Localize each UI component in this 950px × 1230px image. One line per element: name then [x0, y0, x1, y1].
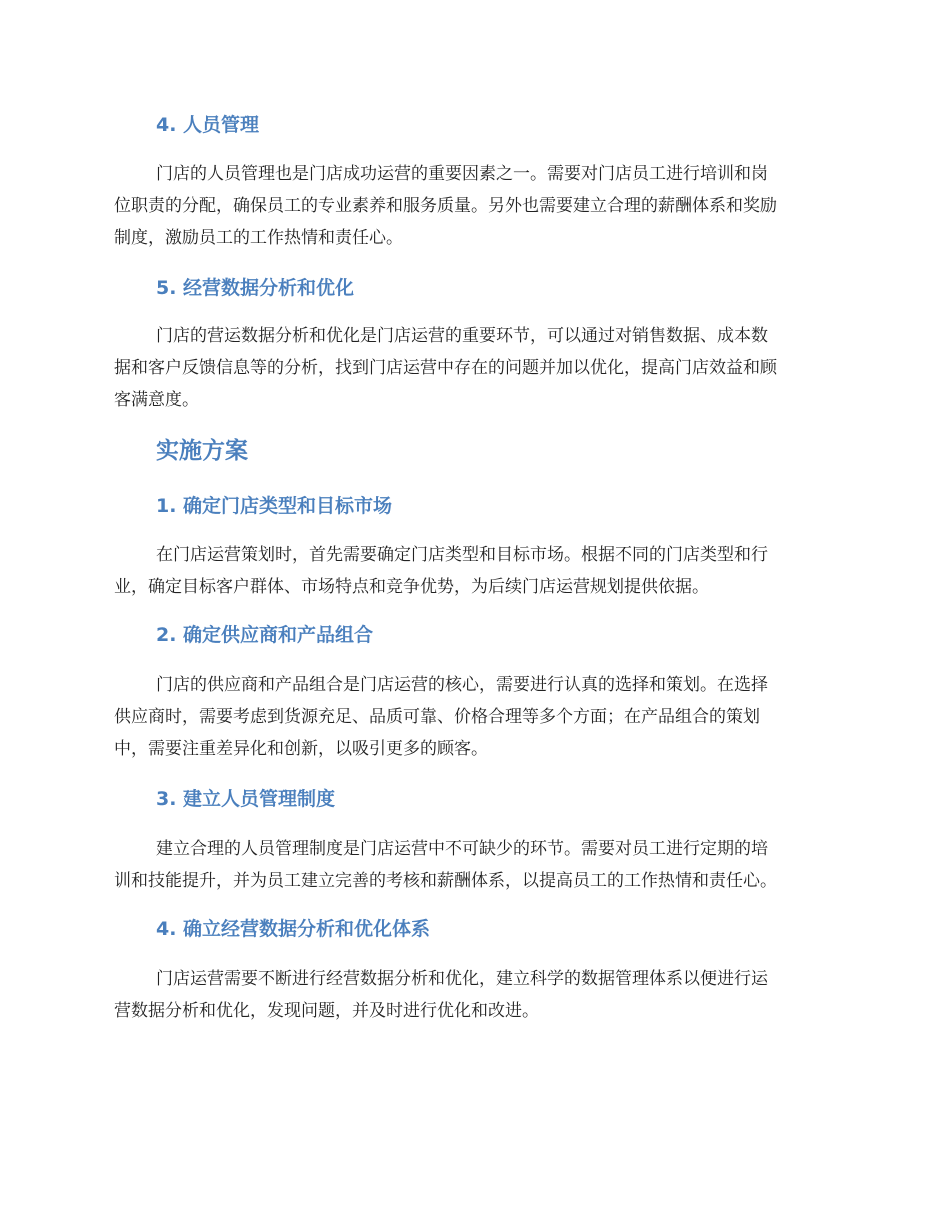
paragraph-line: 供应商时，需要考虑到货源充足、品质可靠、价格合理等多个方面；在产品组合的策划 [114, 707, 760, 727]
paragraph-line: 建立合理的人员管理制度是门店运营中不可缺少的环节。需要对员工进行定期的培 [156, 839, 768, 859]
implementation-heading-data-system: 4. 确立经营数据分析和优化体系 [156, 918, 431, 940]
paragraph-line: 制度，激励员工的工作热情和责任心。 [114, 228, 403, 248]
section-paragraph-personnel [114, 158, 840, 254]
paragraph-line: 门店的供应商和产品组合是门店运营的核心，需要进行认真的选择和策划。在选择 [156, 675, 768, 695]
paragraph-line: 门店的营运数据分析和优化是门店运营的重要环节，可以通过对销售数据、成本数 [156, 326, 768, 346]
implementation-heading-store-type: 1. 确定门店类型和目标市场 [156, 495, 393, 517]
paragraph-line: 门店的人员管理也是门店成功运营的重要因素之一。需要对门店员工进行培训和岗 [156, 164, 768, 184]
paragraph-line: 业，确定目标客户群体、市场特点和竞争优势，为后续门店运营规划提供依据。 [114, 577, 709, 597]
implementation-paragraph-suppliers [114, 669, 840, 765]
section-heading-data-analysis: 5. 经营数据分析和优化 [156, 277, 355, 299]
implementation-heading-personnel-system: 3. 建立人员管理制度 [156, 788, 336, 810]
section-heading-personnel: 4. 人员管理 [156, 114, 260, 136]
paragraph-line: 据和客户反馈信息等的分析，找到门店运营中存在的问题并加以优化，提高门店效益和顾 [114, 358, 777, 378]
paragraph-line: 在门店运营策划时，首先需要确定门店类型和目标市场。根据不同的门店类型和行 [156, 545, 768, 565]
implementation-paragraph-personnel-system [114, 833, 840, 897]
paragraph-line: 中，需要注重差异化和创新，以吸引更多的顾客。 [114, 739, 488, 759]
implementation-heading-suppliers: 2. 确定供应商和产品组合 [156, 624, 374, 646]
paragraph-line: 客满意度。 [114, 390, 199, 410]
paragraph-line: 营数据分析和优化，发现问题，并及时进行优化和改进。 [114, 1001, 539, 1021]
paragraph-line: 训和技能提升，并为员工建立完善的考核和薪酬体系，以提高员工的工作热情和责任心。 [114, 871, 777, 891]
paragraph-line: 门店运营需要不断进行经营数据分析和优化，建立科学的数据管理体系以便进行运 [156, 969, 768, 989]
implementation-paragraph-data-system [114, 963, 840, 1027]
implementation-title: 实施方案 [156, 438, 248, 464]
implementation-paragraph-store-type [114, 539, 840, 603]
paragraph-line: 位职责的分配，确保员工的专业素养和服务质量。另外也需要建立合理的薪酬体系和奖励 [114, 196, 777, 216]
section-paragraph-data-analysis [114, 320, 840, 416]
